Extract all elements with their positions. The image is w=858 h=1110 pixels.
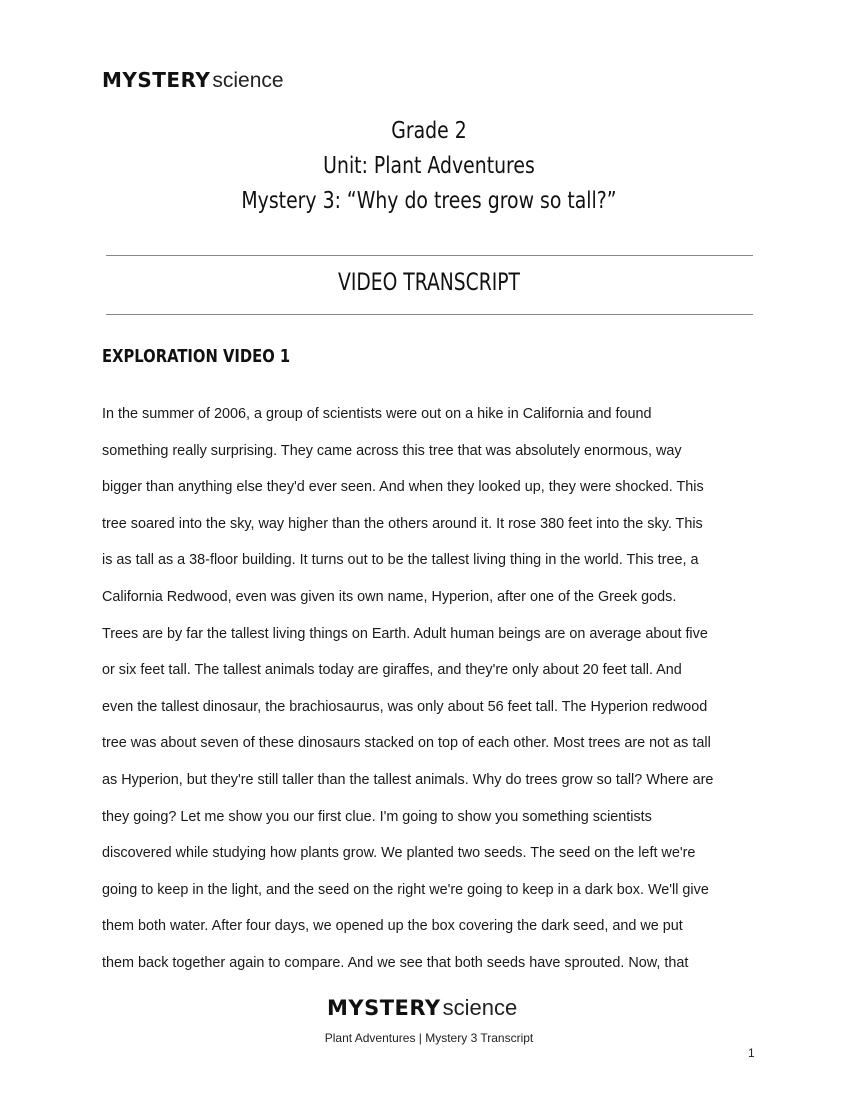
transcript-line: bigger than anything else they'd ever seen. And when they looked up, they were shocked. This <box>102 479 704 496</box>
transcript-paragraph <box>102 396 762 982</box>
footer-caption: Plant Adventures | Mystery 3 Transcript <box>324 1031 534 1045</box>
transcript-line: something really surprising. They came across this tree that was absolutely enormous, way <box>102 442 682 459</box>
page-number: 1 <box>748 1046 755 1060</box>
brand-logo-light: science <box>212 69 284 92</box>
transcript-line: them both water. After four days, we opened up the box covering the dark seed, and we put <box>102 918 683 935</box>
document-title-block <box>77 114 781 219</box>
transcript-line: tree soared into the sky, way higher than the others around it. It rose 380 feet into the sky. This <box>102 515 703 532</box>
transcript-line: Trees are by far the tallest living things on Earth. Adult human beings are on average about five <box>102 625 708 642</box>
section-title: VIDEO TRANSCRIPT <box>338 268 520 296</box>
transcript-line: California Redwood, even was given its own name, Hyperion, after one of the Greek gods. <box>102 588 677 605</box>
mystery-title: Mystery 3: “Why do trees grow so tall?” <box>241 188 617 214</box>
top-divider <box>106 255 753 256</box>
brand-logo <box>102 68 284 93</box>
transcript-line: them back together again to compare. And we see that both seeds have sprouted. Now, that <box>102 954 689 971</box>
transcript-line: is as tall as a 38-floor building. It turns out to be the tallest living thing in the world. This tree, a <box>102 552 699 569</box>
transcript-line: tree was about seven of these dinosaurs stacked on top of each other. Most trees are not as tall <box>102 735 711 752</box>
transcript-line: even the tallest dinosaur, the brachiosaurus, was only about 56 feet tall. The Hyperion redwood <box>102 698 708 715</box>
transcript-line: as Hyperion, but they're still taller than the tallest animals. Why do trees grow so tall? Where are <box>102 771 714 788</box>
footer-brand-logo-bold: MYSTERY <box>327 996 441 1020</box>
brand-logo-bold: MYSTERY <box>102 68 211 92</box>
bottom-divider <box>106 314 753 315</box>
transcript-line: going to keep in the light, and the seed on the right we're going to keep in a dark box. We'll give <box>102 881 709 898</box>
unit-title: Unit: Plant Adventures <box>323 153 535 179</box>
transcript-line: discovered while studying how plants grow. We planted two seeds. The seed on the left we're <box>102 845 696 862</box>
transcript-line: In the summer of 2006, a group of scientists were out on a hike in California and found <box>102 406 652 422</box>
footer-brand-logo-light: science <box>442 995 518 1020</box>
video-subheading: EXPLORATION VIDEO 1 <box>102 346 291 367</box>
footer-brand-logo <box>327 995 517 1021</box>
grade-title: Grade 2 <box>391 118 467 144</box>
transcript-line: or six feet tall. The tallest animals today are giraffes, and they're only about 20 feet tall. And <box>102 662 682 679</box>
transcript-line: they going? Let me show you our first clue. I'm going to show you something scientists <box>102 808 652 825</box>
